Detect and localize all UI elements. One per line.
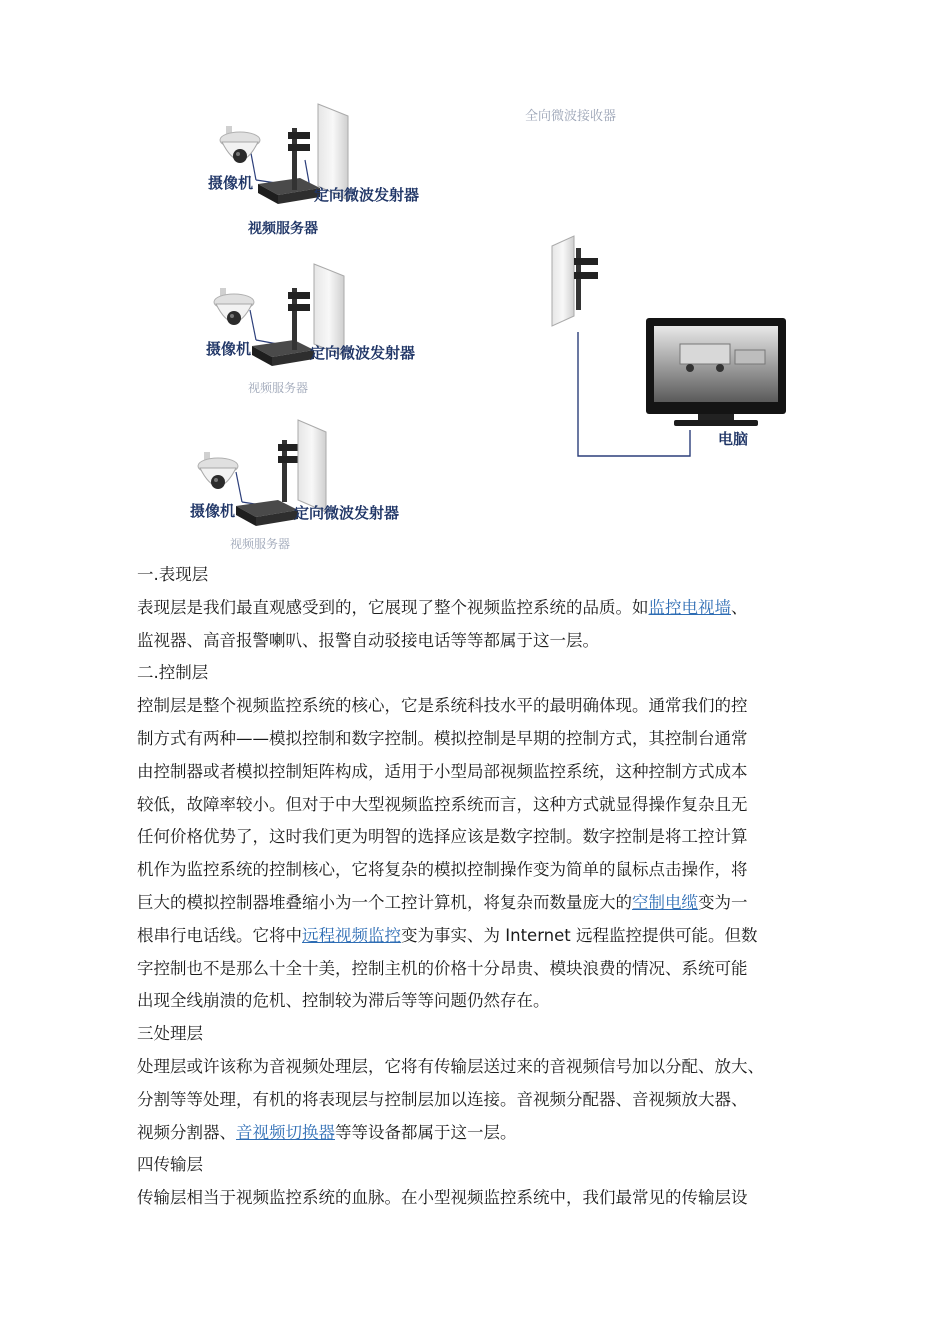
station-1 xyxy=(208,104,419,237)
camera-label: 摄像机 xyxy=(190,502,236,520)
body-line xyxy=(137,854,827,887)
inline-link[interactable]: 音视频切换器 xyxy=(236,1122,335,1142)
body-line xyxy=(137,625,827,658)
computer-label: 电脑 xyxy=(718,430,749,448)
text-run: 制方式有两种——模拟控制和数字控制。模拟控制是早期的控制方式，其控制台通常 xyxy=(137,728,748,748)
camera-icon xyxy=(198,452,238,489)
body-line xyxy=(137,592,827,625)
body-text xyxy=(137,559,827,1215)
text-run: 视频分割器、 xyxy=(137,1122,236,1142)
text-run: 机作为监控系统的控制核心，它将复杂的模拟控制操作变为简单的鼠标点击操作，将 xyxy=(137,860,748,880)
section-heading: 二.控制层 xyxy=(137,663,209,683)
video-server-icon xyxy=(236,500,298,526)
camera-icon xyxy=(220,126,260,163)
text-run: 巨大的模拟控制器堆叠缩小为一个工控计算机，将复杂而数量庞大的 xyxy=(137,892,632,912)
video-server-label: 视频服务器 xyxy=(230,537,291,550)
body-line xyxy=(137,1084,827,1117)
text-run: 处理层或许该称为音视频处理层，它将有传输层送过来的音视频信号加以分配、放大、 xyxy=(137,1056,764,1076)
transmitter-label: 定向微波发射器 xyxy=(310,344,416,362)
station-3 xyxy=(190,420,399,550)
text-run: 控制层是整个视频监控系统的核心，它是系统科技水平的最明确体现。通常我们的控 xyxy=(137,696,748,716)
video-server-label: 视频服务器 xyxy=(248,221,318,237)
section-heading: 四传输层 xyxy=(137,1155,203,1175)
text-run: 等等设备都属于这一层。 xyxy=(335,1122,517,1142)
station-2 xyxy=(206,264,415,395)
camera-label: 摄像机 xyxy=(208,174,254,192)
inline-link[interactable]: 空制电缆 xyxy=(632,892,698,912)
monitor-icon xyxy=(646,318,786,426)
text-run: 较低，故障率较小。但对于中大型视频监控系统而言，这种方式就显得操作复杂且无 xyxy=(137,794,748,814)
video-server-label: 视频服务器 xyxy=(248,381,309,395)
transmitter-label: 定向微波发射器 xyxy=(314,186,420,204)
body-line xyxy=(137,756,827,789)
body-line xyxy=(137,1051,827,1084)
network-diagram-figure xyxy=(160,100,860,550)
text-run: 字控制也不是那么十全十美，控制主机的价格十分昂贵、模块浪费的情况、系统可能 xyxy=(137,958,748,978)
text-run: 根串行电话线。它将中 xyxy=(137,925,302,945)
body-line xyxy=(137,1117,827,1150)
body-line xyxy=(137,789,827,822)
text-run: 由控制器或者模拟控制矩阵构成，适用于小型局部视频监控系统，这种控制方式成本 xyxy=(137,761,748,781)
body-line xyxy=(137,953,827,986)
section-heading: 一.表现层 xyxy=(137,565,209,584)
body-line xyxy=(137,690,827,723)
section-heading: 三处理层 xyxy=(137,1024,203,1044)
text-run: 任何价格优势了，这时我们更为明智的选择应该是数字控制。数字控制是将工控计算 xyxy=(137,827,748,847)
text-run: 变为一 xyxy=(698,892,748,912)
video-server-icon xyxy=(252,340,314,366)
network-diagram xyxy=(160,100,860,550)
body-line xyxy=(137,887,827,920)
text-run: 变为事实、为 Internet 远程监控提供可能。但数 xyxy=(401,925,758,945)
body-line xyxy=(137,920,827,953)
inline-link[interactable]: 监控电视墙 xyxy=(648,597,731,617)
body-line xyxy=(137,723,827,756)
camera-label: 摄像机 xyxy=(206,340,252,358)
directional-antenna-icon xyxy=(288,264,344,356)
receiver-antenna-icon xyxy=(552,236,598,326)
body-line xyxy=(137,821,827,854)
text-run: 传输层相当于视频监控系统的血脉。在小型视频监控系统中，我们最常见的传输层设 xyxy=(137,1188,748,1208)
transmitter-label: 定向微波发射器 xyxy=(294,504,400,522)
text-run: 、 xyxy=(731,597,748,617)
text-run: 出现全线崩溃的危机、控制较为滞后等等问题仍然存在。 xyxy=(137,991,550,1011)
camera-icon xyxy=(214,288,254,325)
inline-link[interactable]: 远程视频监控 xyxy=(302,925,401,945)
text-run: 分割等等处理，有机的将表现层与控制层加以连接。音视频分配器、音视频放大器、 xyxy=(137,1089,748,1109)
receiver-station xyxy=(552,236,786,456)
text-run: 表现层是我们最直观感受到的，它展现了整个视频监控系统的品质。如 xyxy=(137,597,649,617)
text-run: 监视器、高音报警喇叭、报警自动驳接电话等等都属于这一层。 xyxy=(137,630,599,650)
directional-antenna-icon xyxy=(278,420,326,512)
body-line xyxy=(137,985,827,1018)
receiver-label: 全向微波接收器 xyxy=(525,109,617,124)
body-line xyxy=(137,1182,827,1215)
